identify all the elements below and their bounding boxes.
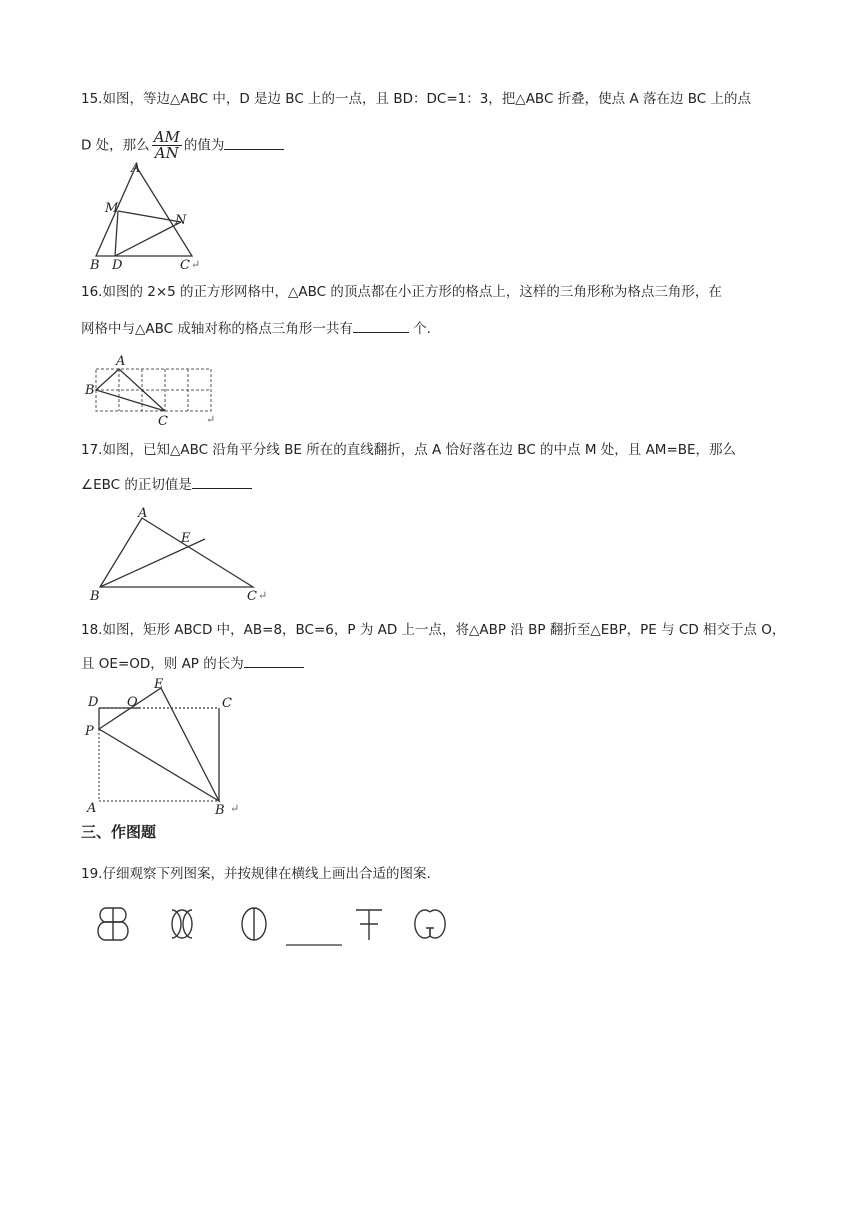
return-mark: ↵ xyxy=(191,258,201,271)
label-a: A xyxy=(87,801,97,816)
pattern-mirrored-g xyxy=(415,910,445,938)
q15-triangle-figure xyxy=(88,160,208,275)
fraction-denominator: AN xyxy=(154,144,179,162)
return-mark: ↵ xyxy=(206,413,216,426)
q15-line2-pre: D 处，那么 xyxy=(81,137,150,154)
q17-line1: 17.如图，已知△ABC 沿角平分线 BE 所在的直线翻折，点 A 恰好落在边 BC 的中点 M 处，且 AM=BE，那么 xyxy=(81,442,737,458)
fraction-am-an xyxy=(152,130,182,161)
q16-line1: 16.如图的 2×5 的正方形网格中，△ABC 的顶点都在小正方形的格点上，这样的三角形称为格点三角形，在 xyxy=(81,284,722,300)
q19-line1: 19.仔细观察下列图案，并按规律在横线上画出合适的图案. xyxy=(81,866,431,882)
label-e: E xyxy=(181,531,191,546)
label-d: D xyxy=(112,258,123,273)
fraction-numerator: AM xyxy=(153,128,180,146)
label-n: N xyxy=(175,213,187,228)
label-c: C xyxy=(180,258,190,273)
label-b: B xyxy=(215,803,225,818)
pattern-mirrored-b xyxy=(98,908,128,940)
label-c: C xyxy=(247,589,257,604)
q18-line2 xyxy=(81,653,304,674)
label-e: E xyxy=(154,677,164,692)
label-c: C xyxy=(222,696,232,711)
pattern-mirrored-d xyxy=(242,908,266,940)
label-b: B xyxy=(90,589,100,604)
q15-line1: 15.如图，等边△ABC 中，D 是边 BC 上的一点，且 BD：DC=1：3，把△ABC 折叠，使点 A 落在边 BC 上的点 xyxy=(81,91,752,107)
label-d: D xyxy=(88,695,99,710)
label-a: A xyxy=(116,354,126,369)
label-b: B xyxy=(85,383,95,398)
q18-line2-pre: 且 OE=OD，则 AP 的长为 xyxy=(81,656,244,672)
section-heading: 三、作图题 xyxy=(81,823,157,841)
q18-rectangle-figure xyxy=(82,677,252,817)
label-c: C xyxy=(158,414,168,429)
return-mark: ↵ xyxy=(258,589,268,602)
q17-answer-blank[interactable] xyxy=(192,474,252,489)
q16-answer-blank[interactable] xyxy=(353,318,409,333)
q18-answer-blank[interactable] xyxy=(244,653,304,668)
label-m: M xyxy=(105,201,119,216)
label-a: A xyxy=(131,161,141,176)
q16-line2 xyxy=(81,318,431,339)
pattern-mirrored-c xyxy=(172,910,192,938)
label-o: O xyxy=(127,695,138,710)
label-p: P xyxy=(85,724,94,739)
q15-line2 xyxy=(81,130,284,161)
q17-line2-pre: ∠EBC 的正切值是 xyxy=(81,477,192,493)
q16-line2-post: 个. xyxy=(408,321,431,337)
q15-line2-post: 的值为 xyxy=(183,137,225,154)
q16-line2-pre: 网格中与△ABC 成轴对称的格点三角形一共有 xyxy=(81,321,353,337)
return-mark: ↵ xyxy=(230,802,240,815)
pattern-mirrored-f xyxy=(356,910,382,940)
q18-line1: 18.如图，矩形 ABCD 中，AB=8，BC=6，P 为 AD 上一点，将△ABP 沿 BP 翻折至△EBP，PE 与 CD 相交于点 O， xyxy=(81,622,786,638)
q17-triangle-figure xyxy=(88,503,278,605)
q19-pattern-row xyxy=(96,900,456,950)
label-b: B xyxy=(90,258,100,273)
q16-grid-figure xyxy=(82,352,222,430)
q17-line2 xyxy=(81,474,252,495)
q15-answer-blank[interactable] xyxy=(224,135,284,150)
label-a: A xyxy=(138,506,148,521)
